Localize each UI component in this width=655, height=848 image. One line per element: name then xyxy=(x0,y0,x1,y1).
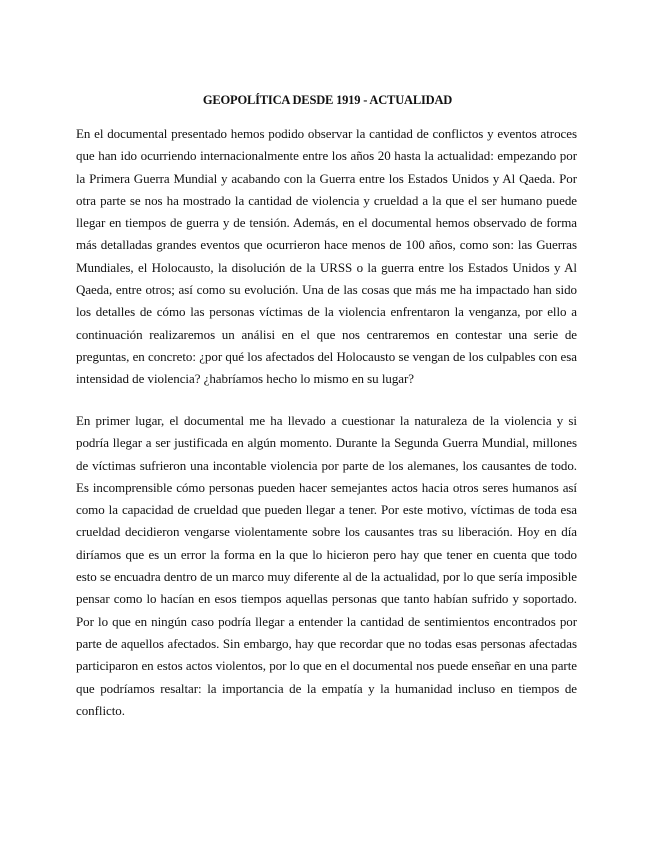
body-paragraph: En el documental presentado hemos podido observar la cantidad de conflictos y eventos atroces que han ido ocurriendo internacionalmente entre los años 20 hasta la actualidad: empezando por la Primera Guerra Mundial y acabando con la Guerra entre los Estados Unidos y Al Qaeda. Por otra parte se nos ha mostrado la cantidad de violencia y crueldad a la que el ser humano puede llegar en tiempos de guerra y de tensión. Además, en el documental hemos observado de forma más detalladas grandes eventos que ocurrieron hace menos de 100 años, como son: las Guerras Mundiales, el Holocausto, la disolución de la URSS o la guerra entre los Estados Unidos y Al Qaeda, entre otros; así como su evolución. Una de las cosas que más me ha impactado han sido los detalles de cómo las personas víctimas de la violencia enfrentaron la venganza, por ello a continuación realizaremos un análisi en el que nos centraremos en contestar una serie de preguntas, en concreto: ¿por qué los afectados del Holocausto se vengan de los culpables con esa intensidad de violencia? ¿habríamos hecho lo mismo en su lugar? xyxy=(76,126,577,387)
document-title: GEOPOLÍTICA DESDE 1919 - ACTUALIDAD xyxy=(202,93,453,107)
body-paragraph: En primer lugar, el documental me ha llevado a cuestionar la naturaleza de la violencia y si podría llegar a ser justificada en algún momento. Durante la Segunda Guerra Mundial, millones de víctimas sufrieron una incontable violencia por parte de los alemanes, los causantes de todo. Es incomprensible cómo personas pueden hacer semejantes actos hacia otros seres humanos así como la capacidad de crueldad que pueden llegar a tener. Por este motivo, víctimas de toda esa crueldad decidieron vengarse violentamente sobre los causantes tras su liberación. Hoy en día diríamos que es un error la forma en la que lo hicieron pero hay que tener en cuenta que todo esto se encuadra dentro de un marco muy diferente al de la actualidad, por lo que sería imposible pensar como lo hacían en esos tiempos aquellas personas que tanto habían sufrido y soportado. Por lo que en ningún caso podría llegar a entender la cantidad de sentimientos encontrados por parte de aquellos afectados. Sin embargo, hay que recordar que no todas esas personas afectadas participaron en estos actos violentos, por lo que en el documental nos puede enseñar en una parte que podríamos resaltar: la importancia de la empatía y la humanidad incluso en tiempos de conflicto. xyxy=(76,413,577,718)
